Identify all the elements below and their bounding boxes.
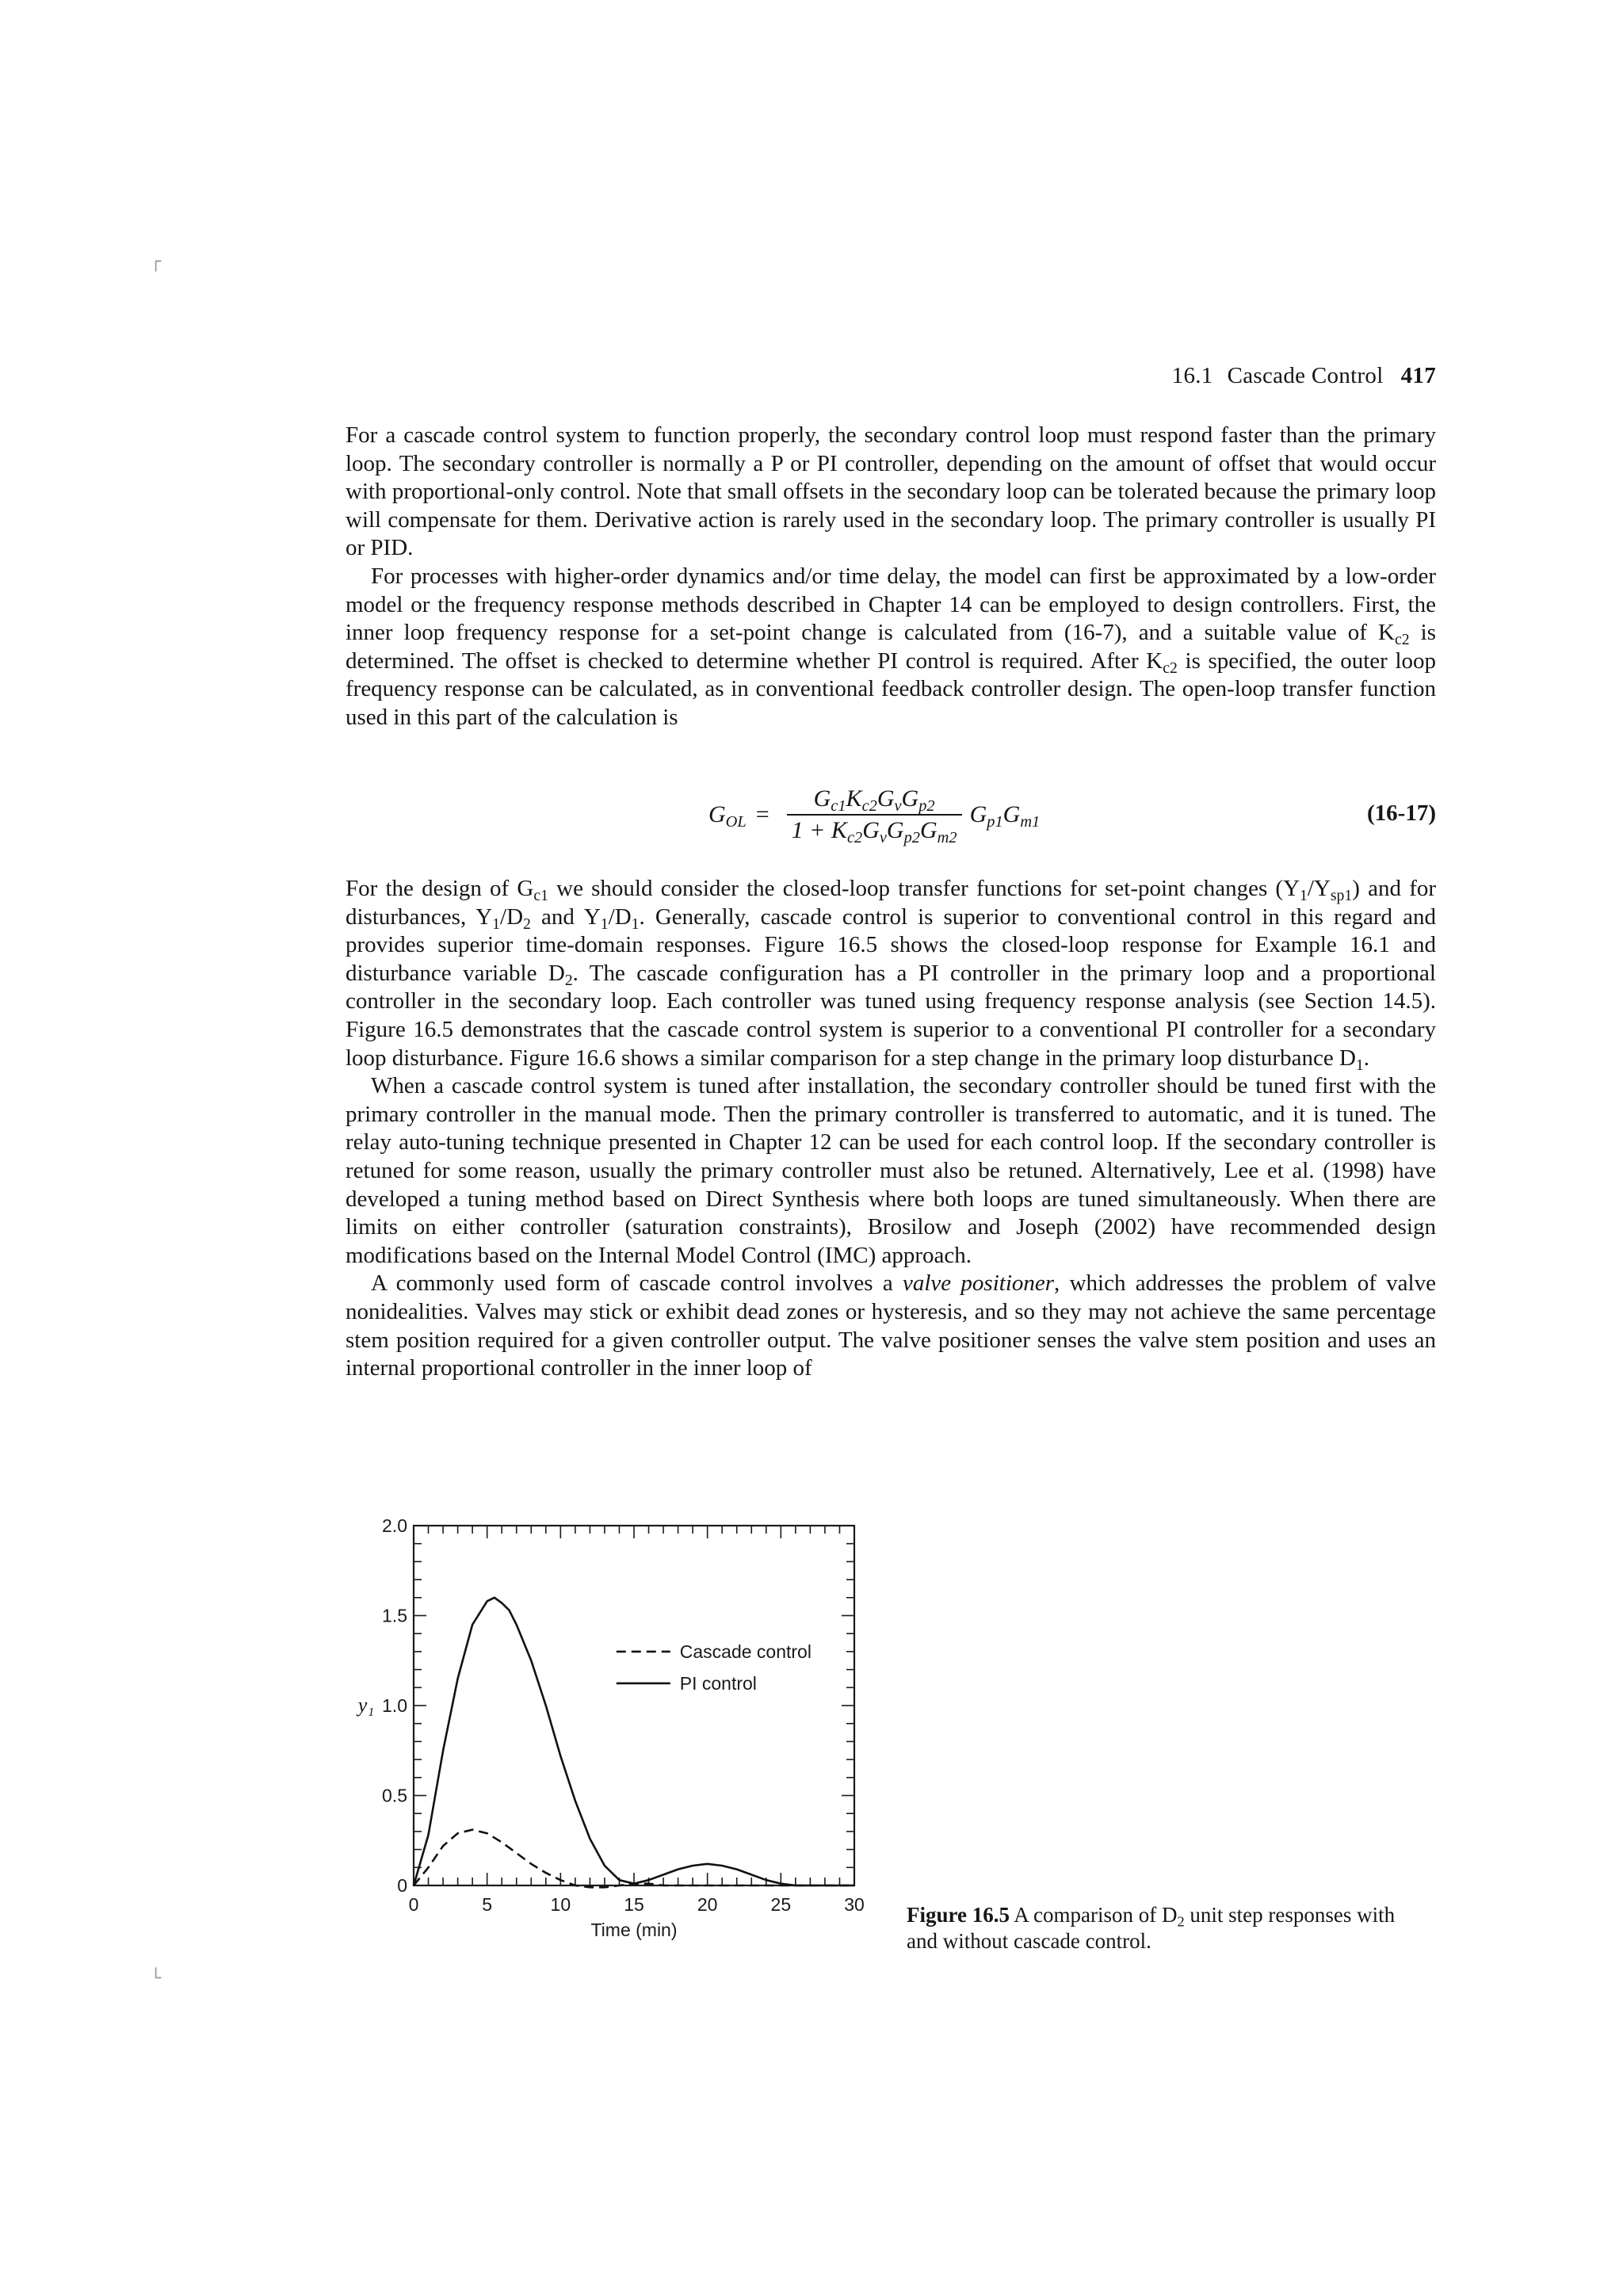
running-head [792,363,1436,389]
equation-body: $G_{OL}$ = $\frac{G_{c1}K_{c2}G_vG_{p2}}{1 + K_{c2}G_vG_{p2}G_{m2}}$ $G_{p1}G_{m1}$ [708,785,1041,847]
paragraph: When a cascade control system is tuned after installation, the secondary controller should be tuned first with the primary controller in the manual mode. Then the primary controller is transferred to automatic, and it is tuned. The relay auto-tuning technique presented in Chapter 12 can be used for each control loop. If the secondary controller is retuned for some reason, usually the primary controller must also be retuned. Alternatively, Lee et al. (1998) have developed a tuning method based on Direct Synthesis where both loops are tuned simultaneously. When there are limits on either controller (saturation constraints), Brosilow and Joseph (2002) have recommended design modifications based on the Internal Model Control (IMC) approach. [346,1073,1436,1268]
paragraph: For a cascade control system to function properly, the secondary control loop must respond faster than the primary loop. The secondary controller is normally a P or PI controller, depending on the amount of offset that would occur with proportional-only control. Note that small offsets in the secondary loop can be tolerated because the primary loop will compensate for them. Derivative action is rarely used in the secondary loop. The primary controller is usually PI or PID. [346,422,1436,561]
text-block-lower [346,875,1436,1383]
paragraph: For processes with higher-order dynamics and/or time delay, the model can first be approximated by a low-order model or the frequency response methods described in Chapter 14 can be employed to design controllers. First, the inner loop frequency response for a set-point change is calculated from (16-7), and a suitable value of $K_{c2}$ is determined. The offset is checked to determine whether PI control is required. After $K_{c2}$ is specified, the outer loop frequency response can be calculated, as in conventional feedback controller design. The open-loop transfer function used in this part of the calculation is [346,563,1436,730]
x-axis-label: Time (min) [590,1920,678,1940]
caption-text: A comparison of $D_2$ unit step responses with and without cascade control. [907,1903,1396,1953]
figure-caption [907,1902,1414,1954]
figure-16-5 [349,1510,903,1962]
paragraph: A commonly used form of cascade control involves a valve positioner, which addresses the problem of valve nonidealities. Valves may stick or exhibit dead zones or hysteresis, and so they may not achieve the same percentage stem position required for a given controller output. The valve positioner senses the valve stem position and uses an internal proportional controller in the inner loop of [346,1270,1436,1381]
y-tick-label: 1.5 [382,1605,407,1626]
x-tick-label: 15 [624,1894,644,1915]
y-tick-label: 0.5 [382,1785,407,1806]
response-chart [349,1510,903,1962]
y-axis-label: y₁ [357,1694,375,1717]
x-tick-label: 10 [550,1894,571,1915]
y-tick-label: 2.0 [382,1515,407,1536]
equation-lhs: $G_{OL}$ [708,801,747,831]
legend-label: Cascade control [679,1641,812,1662]
equation-trailing-term: $G_{p1}G_{m1}$ [969,801,1041,831]
x-tick-label: 0 [408,1894,419,1915]
y-tick-label: 1.0 [382,1695,407,1716]
equation-fraction [787,785,962,847]
page-number: 417 [1400,363,1436,388]
equation-16-17 [346,783,1436,846]
y-tick-label: 0 [397,1875,407,1896]
text-block-upper [346,422,1436,732]
section-title: Cascade Control [1227,363,1384,388]
x-tick-label: 5 [482,1894,493,1915]
x-tick-label: 30 [844,1894,865,1915]
paragraph: For the design of $G_{c1}$ we should consider the closed-loop transfer functions for set-point changes $(Y_1/Y_{sp1})$ and for disturbances, $Y_1/D_2$ and $Y_1/D_1$. Generally, cascade control is superior to conventional control in this regard and provides superior time-domain responses. Figure 16.5 shows the closed-loop response for Example 16.1 and disturbance variable $D_2$. The cascade configuration has a PI controller in the primary loop and a proportional controller in the secondary loop. Each controller was tuned using frequency response analysis (see Section 14.5). Figure 16.5 demonstrates that the cascade control system is superior to a conventional PI controller for a secondary loop disturbance. Figure 16.6 shows a similar comparison for a step change in the primary loop disturbance $D_1$. [346,876,1437,1074]
legend-label: PI control [679,1672,757,1694]
equation-numerator: $G_{c1}K_{c2}G_vG_{p2}$ [813,785,935,816]
equation-number: (16-17) [1367,800,1436,826]
x-tick-label: 20 [697,1894,718,1915]
x-tick-label: 25 [770,1894,792,1915]
scan-crop-mark: └ [151,1969,162,1988]
equation-denominator: $1 + K_{c2}G_vG_{p2}G_{m2}$ [787,814,962,844]
caption-label: Figure 16.5 [907,1903,1010,1927]
section-number: 16.1 [1171,363,1213,388]
scan-crop-mark: ┌ [151,252,162,272]
